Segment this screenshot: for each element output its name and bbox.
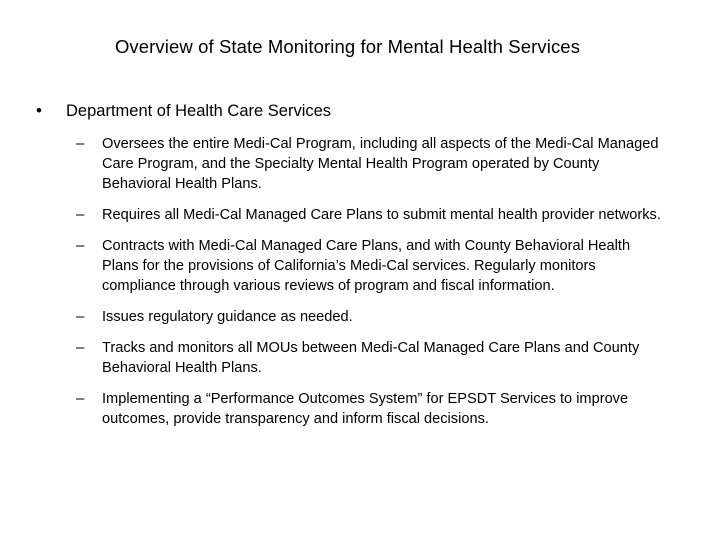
dash-marker: – [76, 390, 85, 407]
bullet-marker: • [36, 101, 42, 120]
main-bullet [36, 100, 676, 122]
sub-bullet-item [76, 205, 666, 225]
dash-marker: – [76, 135, 85, 152]
sub-bullet-text: Issues regulatory guidance as needed. [102, 309, 353, 325]
sub-bullet-item [76, 338, 666, 378]
slide-title: Overview of State Monitoring for Mental Health Services [114, 36, 581, 57]
dash-marker: – [76, 339, 85, 356]
sub-bullet-item [76, 389, 666, 429]
main-bullet-label: Department of Health Care Services [66, 102, 332, 120]
sub-bullet-item [76, 307, 666, 327]
dash-marker: – [76, 237, 85, 254]
sub-bullet-text: Oversees the entire Medi-Cal Program, including all aspects of the Medi-Cal Managed Care Program, and the Specialty Mental Health Program operated by County Behavioral Health Plans. [102, 136, 659, 192]
sub-bullet-item [76, 134, 666, 194]
sub-bullet-item [76, 236, 666, 296]
sub-bullet-text: Implementing a “Performance Outcomes System” for EPSDT Services to improve outcomes, provide transparency and inform fiscal decisions. [102, 391, 629, 427]
sub-bullet-text: Tracks and monitors all MOUs between Medi-Cal Managed Care Plans and County Behavioral Health Plans. [102, 340, 640, 376]
sub-bullet-list [76, 134, 666, 440]
dash-marker: – [76, 206, 85, 223]
sub-bullet-text: Contracts with Medi-Cal Managed Care Plans, and with County Behavioral Health Plans for the provisions of California’s Medi-Cal services. Regularly monitors compliance through various reviews of program and fiscal information. [102, 238, 631, 294]
dash-marker: – [76, 308, 85, 325]
sub-bullet-text: Requires all Medi-Cal Managed Care Plans to submit mental health provider networks. [102, 207, 661, 223]
